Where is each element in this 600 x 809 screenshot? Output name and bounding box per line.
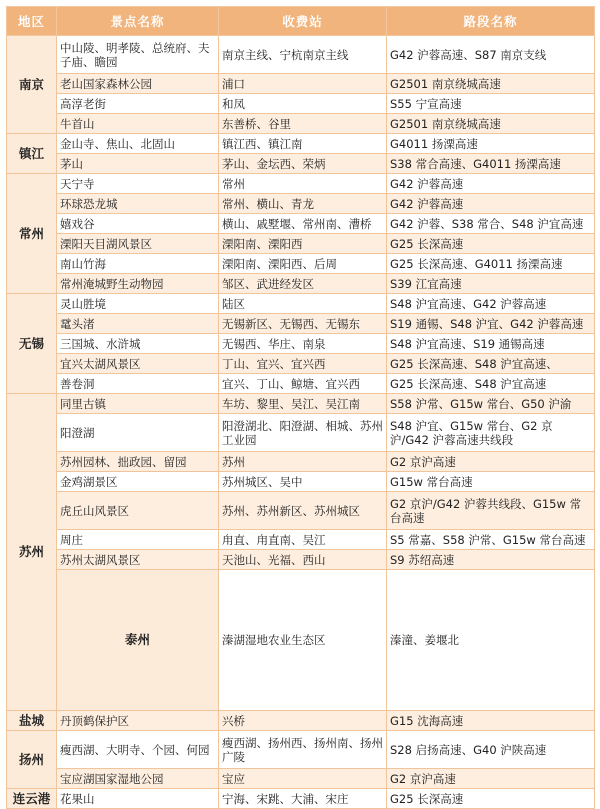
table-body — [7, 36, 595, 809]
scenic-toll-table-container — [6, 6, 594, 806]
road-section-cell: G42 沪蓉高速、S87 南京支线 — [387, 36, 595, 74]
table-row — [7, 36, 595, 74]
toll-station-cell: 溧阳南、溧阳西 — [219, 234, 387, 254]
scenic-spot-cell: 苏州园林、拙政园、留园 — [57, 452, 219, 472]
toll-station-cell: 车坊、黎里、吴江、吴江南 — [219, 394, 387, 414]
table-row — [7, 550, 595, 570]
toll-station-cell: 苏州城区、吴中 — [219, 472, 387, 492]
region-cell: 泰州 — [57, 570, 219, 711]
scenic-spot-cell: 三国城、水浒城 — [57, 334, 219, 354]
table-row — [7, 472, 595, 492]
region-cell: 无锡 — [7, 294, 57, 394]
toll-station-cell: 阳澄湖北、阳澄湖、相城、苏州工业园 — [219, 414, 387, 452]
table-row — [7, 394, 595, 414]
road-section-cell: G2 京沪/G42 沪蓉共线段、G15w 常台高速 — [387, 492, 595, 530]
scenic-spot-cell: 南山竹海 — [57, 254, 219, 274]
scenic-spot-cell: 中山陵、明孝陵、总统府、夫子庙、瞻园 — [57, 36, 219, 74]
toll-station-cell: 宝应 — [219, 769, 387, 789]
road-section-cell: G2 京沪高速 — [387, 452, 595, 472]
table-row — [7, 314, 595, 334]
toll-station-cell: 溱潼、姜堰北 — [387, 570, 595, 711]
table-row — [7, 789, 595, 809]
toll-station-cell: 无锡新区、无锡西、无锡东 — [219, 314, 387, 334]
toll-station-cell: 天池山、光福、西山 — [219, 550, 387, 570]
road-section-cell: G25 长深高速、G4011 扬溧高速 — [387, 254, 595, 274]
toll-station-cell: 南京主线、宁杭南京主线 — [219, 36, 387, 74]
road-section-cell: S48 沪宜、G15w 常台、G2 京沪/G42 沪蓉高速共线段 — [387, 414, 595, 452]
table-row — [7, 452, 595, 472]
table-row — [7, 492, 595, 530]
table-row — [7, 769, 595, 789]
road-section-cell: G42 沪蓉高速 — [387, 174, 595, 194]
road-section-cell: S19 通锡、S48 沪宜、G42 沪蓉高速 — [387, 314, 595, 334]
table-row — [7, 414, 595, 452]
toll-station-cell: 东善桥、谷里 — [219, 114, 387, 134]
table-row — [7, 374, 595, 394]
road-section-cell: G42 沪蓉高速 — [387, 194, 595, 214]
scenic-spot-cell: 常州淹城野生动物园 — [57, 274, 219, 294]
table-row — [7, 214, 595, 234]
toll-station-cell: 横山、戚墅堰、常州南、漕桥 — [219, 214, 387, 234]
scenic-spot-cell: 虎丘山风景区 — [57, 492, 219, 530]
road-section-cell: G2501 南京绕城高速 — [387, 114, 595, 134]
scenic-spot-cell: 天宁寺 — [57, 174, 219, 194]
scenic-spot-cell: 老山国家森林公园 — [57, 74, 219, 94]
toll-station-cell: 瘦西湖、扬州西、扬州南、扬州广陵 — [219, 731, 387, 769]
toll-station-cell: 溧阳南、溧阳西、后周 — [219, 254, 387, 274]
header-toll-station: 收费站 — [219, 7, 387, 36]
table-row — [7, 354, 595, 374]
road-section-cell: S48 沪宜高速、G42 沪蓉高速 — [387, 294, 595, 314]
scenic-spot-cell: 环球恐龙城 — [57, 194, 219, 214]
road-section-cell: S28 启扬高速、G40 沪陕高速 — [387, 731, 595, 769]
toll-station-cell: 苏州 — [219, 452, 387, 472]
toll-station-cell: 无锡西、华庄、南泉 — [219, 334, 387, 354]
header-row — [7, 7, 595, 36]
road-section-cell: S5 常嘉、S58 沪常、G15w 常台高速 — [387, 530, 595, 550]
table-row — [7, 74, 595, 94]
toll-station-cell: 镇江西、镇江南 — [219, 134, 387, 154]
road-section-cell: S58 沪常、G15w 常台、G50 沪渝 — [387, 394, 595, 414]
header-region: 地区 — [7, 7, 57, 36]
toll-station-cell: 常州 — [219, 174, 387, 194]
scenic-spot-cell: 嬉戏谷 — [57, 214, 219, 234]
road-section-cell: G2 京沪高速 — [387, 769, 595, 789]
toll-station-cell: 常州、横山、青龙 — [219, 194, 387, 214]
toll-station-cell: 兴桥 — [219, 711, 387, 731]
table-row — [7, 94, 595, 114]
scenic-spot-cell: 金山寺、焦山、北固山 — [57, 134, 219, 154]
road-section-cell: S39 江宜高速 — [387, 274, 595, 294]
toll-station-cell: 甪直、甪直南、吴江 — [219, 530, 387, 550]
header-scenic-spot: 景点名称 — [57, 7, 219, 36]
scenic-spot-cell: 牛首山 — [57, 114, 219, 134]
toll-station-cell: 茅山、金坛西、荣炳 — [219, 154, 387, 174]
scenic-spot-cell: 宜兴太湖风景区 — [57, 354, 219, 374]
header-road-section: 路段名称 — [387, 7, 595, 36]
road-section-cell: G25 长深高速、S48 沪宜高速 — [387, 374, 595, 394]
toll-station-cell: 和凤 — [219, 94, 387, 114]
table-row — [7, 294, 595, 314]
scenic-spot-cell: 宝应湖国家湿地公园 — [57, 769, 219, 789]
scenic-spot-cell: 溱湖湿地农业生态区 — [219, 570, 387, 711]
scenic-spot-cell: 阳澄湖 — [57, 414, 219, 452]
region-cell: 镇江 — [7, 134, 57, 174]
table-row — [7, 570, 595, 711]
scenic-spot-cell: 瘦西湖、大明寺、个园、何园 — [57, 731, 219, 769]
table-row — [7, 234, 595, 254]
toll-station-cell: 苏州、苏州新区、苏州城区 — [219, 492, 387, 530]
scenic-spot-cell: 灵山胜境 — [57, 294, 219, 314]
scenic-spot-cell: 鼋头渚 — [57, 314, 219, 334]
table-row — [7, 254, 595, 274]
road-section-cell: S38 常合高速、G4011 扬溧高速 — [387, 154, 595, 174]
table-row — [7, 274, 595, 294]
road-section-cell: G4011 扬溧高速 — [387, 134, 595, 154]
road-section-cell: G25 长深高速 — [387, 789, 595, 809]
scenic-spot-cell: 善卷洞 — [57, 374, 219, 394]
region-cell: 盐城 — [7, 711, 57, 731]
region-cell: 扬州 — [7, 731, 57, 789]
table-row — [7, 334, 595, 354]
scenic-spot-cell: 丹顶鹤保护区 — [57, 711, 219, 731]
table-row — [7, 134, 595, 154]
scenic-spot-cell: 茅山 — [57, 154, 219, 174]
toll-station-cell: 宁海、宋跳、大浦、宋庄 — [219, 789, 387, 809]
toll-station-cell: 浦口 — [219, 74, 387, 94]
table-row — [7, 731, 595, 769]
toll-station-cell: 宜兴、丁山、鲸塘、宜兴西 — [219, 374, 387, 394]
scenic-spot-cell: 苏州太湖风景区 — [57, 550, 219, 570]
scenic-spot-cell: 同里古镇 — [57, 394, 219, 414]
scenic-spot-cell: 花果山 — [57, 789, 219, 809]
road-section-cell: G15 沈海高速 — [387, 711, 595, 731]
table-row — [7, 530, 595, 550]
road-section-cell: G25 长深高速 — [387, 234, 595, 254]
road-section-cell: S9 苏绍高速 — [387, 550, 595, 570]
region-cell: 连云港 — [7, 789, 57, 809]
road-section-cell: G42 沪蓉、S38 常合、S48 沪宜高速 — [387, 214, 595, 234]
table-row — [7, 194, 595, 214]
road-section-cell: G2501 南京绕城高速 — [387, 74, 595, 94]
scenic-spot-cell: 金鸡湖景区 — [57, 472, 219, 492]
table-row — [7, 174, 595, 194]
road-section-cell: G25 长深高速、S48 沪宜高速、 — [387, 354, 595, 374]
toll-station-cell: 陆区 — [219, 294, 387, 314]
region-cell: 苏州 — [7, 394, 57, 711]
road-section-cell: S48 沪宜高速、S19 通锡高速 — [387, 334, 595, 354]
scenic-spot-cell: 高淳老街 — [57, 94, 219, 114]
toll-station-cell: 丁山、宜兴、宜兴西 — [219, 354, 387, 374]
road-section-cell: S55 宁宣高速 — [387, 94, 595, 114]
table-row — [7, 114, 595, 134]
region-cell: 南京 — [7, 36, 57, 134]
toll-station-cell: 邹区、武进经发区 — [219, 274, 387, 294]
scenic-spot-cell: 溧阳天目湖风景区 — [57, 234, 219, 254]
region-cell: 常州 — [7, 174, 57, 294]
table-row — [7, 154, 595, 174]
road-section-cell: G15w 常台高速 — [387, 472, 595, 492]
scenic-toll-table — [6, 6, 595, 809]
table-row — [7, 711, 595, 731]
scenic-spot-cell: 周庄 — [57, 530, 219, 550]
